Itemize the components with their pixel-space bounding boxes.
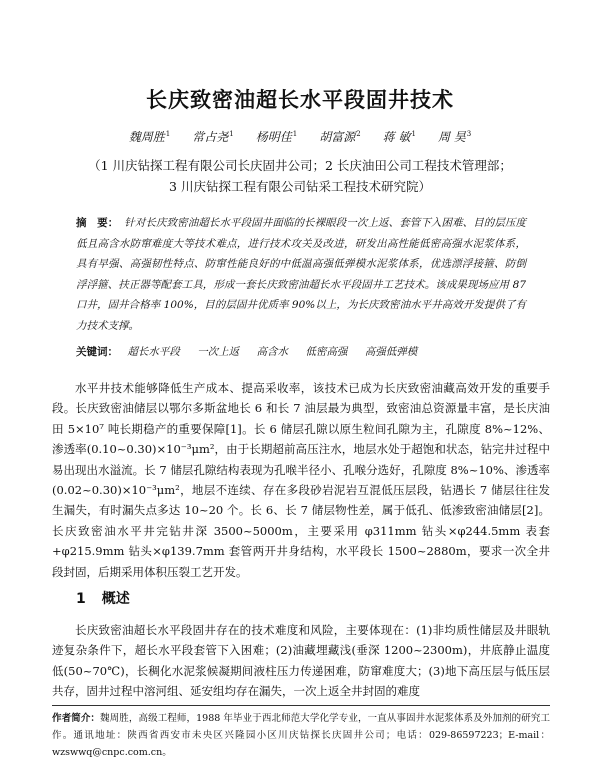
author	[256, 128, 297, 145]
abstract-label: 摘 要：	[76, 217, 119, 229]
author-list	[0, 128, 600, 145]
footnote-divider	[52, 705, 550, 706]
author	[319, 128, 360, 145]
abstract	[76, 213, 526, 337]
author-affil-mark: 1	[411, 130, 416, 138]
author-name: 魏周胜	[128, 130, 165, 144]
author-name: 常占尧	[192, 130, 229, 144]
keywords	[76, 344, 526, 359]
footnote-text: 魏周胜，高级工程师，1988 年毕业于西北师范大学化学专业，一直从事固井水泥浆体系及外加剂的研究工作。通讯地址：陕西省西安市未央区兴隆园小区川庆钻探长庆固井公司；电话：029-86597223；E-mail：wzswwq@cnpc.com.cn。	[52, 713, 550, 758]
author	[438, 128, 471, 145]
author	[383, 128, 416, 145]
author	[192, 128, 233, 145]
section-number: 1	[76, 591, 86, 607]
abstract-text: 针对长庆致密油超长水平段固井面临的长裸眼段一次上返、套管下入困难、目的层压度低且高含水防窜难度大等技术难点，进行技术攻关及改进，研发出高性能低密高强水泥浆体系，具有早强、高强韧性特点、防窜性能良好的中低温高强低弹模水泥浆体系，优选漂浮接箍、防倒浮浮箍、扶正器等配套工具，形成一套长庆致密油超长水平段固井工艺技术。该成果现场应用 87 口井，固井合格率 100%，目的层固井优质率 90%以上，为长庆致密油水平井高效开发提供了有力技术支撑。	[76, 217, 527, 332]
keyword: 高含水	[256, 346, 289, 358]
affiliation-line-1: （1 川庆钻探工程有限公司长庆固井公司；2 长庆油田公司工程技术管理部；	[88, 158, 512, 173]
keyword: 一次上返	[197, 346, 240, 358]
author-footnote	[52, 710, 550, 761]
keyword: 超长水平段	[127, 346, 180, 358]
author-affil-mark: 3	[466, 130, 472, 138]
keyword: 高强低弹模	[364, 346, 418, 358]
author-name: 胡富源	[319, 130, 356, 144]
keywords-label: 关键词：	[76, 346, 118, 358]
author-affil-mark: 2	[356, 130, 361, 138]
affiliation-line-2: 3 川庆钻探工程有限公司钻采工程技术研究院）	[169, 179, 431, 194]
section-title: 概述	[101, 591, 130, 607]
author-name: 蒋 敏	[382, 130, 411, 144]
author-affil-mark: 1	[292, 130, 298, 138]
paper-title: 长庆致密油超长水平段固井技术	[146, 88, 454, 112]
keyword: 低密高强	[305, 346, 348, 358]
author	[129, 128, 170, 145]
author-name: 杨明佳	[255, 130, 292, 144]
intro-paragraph: 水平井技术能够降低生产成本、提高采收率，该技术已成为长庆致密油藏高效开发的重要手段。长庆致密油储层以鄂尔多斯盆地长 6 和长 7 油层最为典型，致密油总资源量丰富，是长庆油田 5×10⁷ 吨长期稳产的重要保障[1]。长 6 储层孔隙以原生粒间孔隙为主，孔隙度 8%~12%、渗透率(0.10~0.30)×10⁻³μm²，由于长期超前高压注水，地层水处于超饱和状态，钻完井过程中易出现出水溢流。长 7 储层孔隙结构表现为孔喉半径小、孔喉分选好，孔隙度 8%~10%、渗透率(0.02~0.30)×10⁻³μm²，地层不连续、存在多段砂岩泥岩互混低压层段，钻遇长 7 储层往往发生漏失，有时漏失点多达 10~20 个。长 6、长 7 储层物性差，属于低孔、低渗致密油储层[2]。长庆致密油水平井完钻井深 3500~5000m，主要采用 φ311mm 钻头×φ244.5mm 表套+φ215.9mm 钻头×φ139.7mm 套管两开井身结构，水平段长 1500~2880m，要求一次全井段封固，后期采用体积压裂工艺开发。	[52, 381, 550, 579]
overview-paragraph: 长庆致密油超长水平段固井存在的技术难度和风险，主要体现在：(1)非均质性储层及井眼轨迹复杂条件下，超长水平段套管下入困难；(2)油藏埋藏浅(垂深 1200~2300m)，井底静止温度低(50~70℃)，长稠化水泥浆候凝期间液柱压力传递困难，防窜难度大；(3)地下高压层与低压层共存，固井过程中溶河组、延安组均存在漏失，一次上返全井封固的难度	[52, 623, 550, 699]
footnote-label: 作者简介：	[52, 713, 101, 724]
author-affil-mark: 1	[165, 130, 171, 138]
section-heading	[76, 588, 130, 608]
author-name: 周 昊	[437, 130, 466, 144]
author-affil-mark: 1	[229, 130, 234, 138]
